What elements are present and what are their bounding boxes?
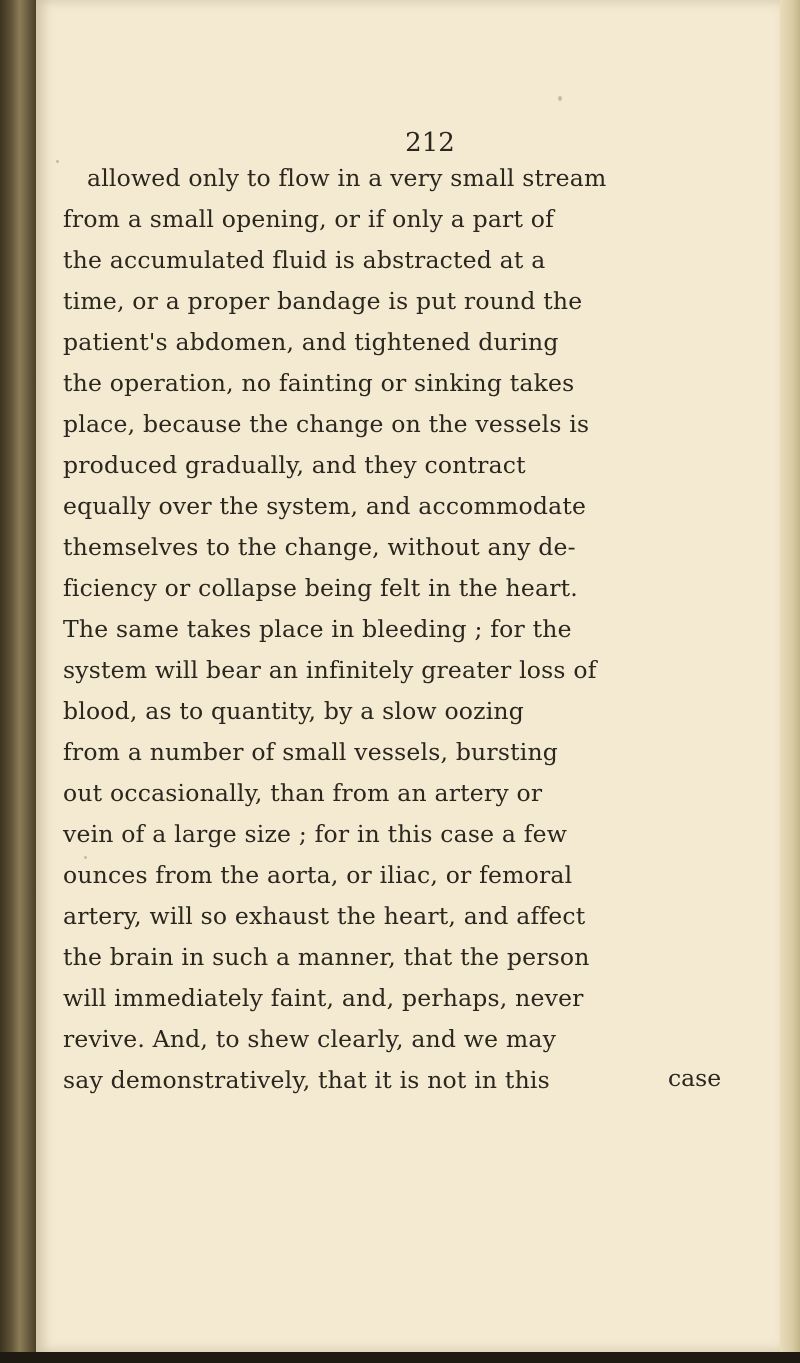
- page-number: 212: [405, 128, 455, 158]
- catchword: case: [668, 1064, 722, 1092]
- text-line: time, or a proper bandage is put round the: [63, 287, 583, 315]
- text-line: out occasionally, than from an artery or: [63, 779, 543, 807]
- text-line: produced gradually, and they contract: [63, 451, 526, 479]
- page-sheet: [36, 0, 780, 1352]
- page-edge: [780, 0, 800, 1363]
- text-line: the accumulated fluid is abstracted at a: [63, 246, 546, 274]
- text-line: the operation, no fainting or sinking takes: [63, 369, 575, 397]
- paper-speck: [56, 160, 59, 163]
- text-line: system will bear an infinitely greater loss of: [63, 656, 597, 684]
- text-line: ounces from the aorta, or iliac, or femoral: [63, 861, 573, 889]
- text-line: place, because the change on the vessels is: [63, 410, 590, 438]
- text-line: from a small opening, or if only a part of: [63, 205, 555, 233]
- text-line: artery, will so exhaust the heart, and affect: [63, 902, 586, 930]
- text-line: will immediately faint, and, perhaps, never: [63, 984, 584, 1012]
- text-line: the brain in such a manner, that the person: [63, 943, 590, 971]
- text-line: equally over the system, and accommodate: [63, 492, 587, 520]
- text-line: from a number of small vessels, bursting: [63, 738, 559, 766]
- text-line: ficiency or collapse being felt in the heart.: [63, 574, 578, 602]
- text-line: The same takes place in bleeding ; for the: [63, 615, 572, 643]
- text-line: vein of a large size ; for in this case a few: [63, 820, 568, 848]
- book-binding: [0, 0, 36, 1363]
- paper-speck: [84, 856, 87, 859]
- bottom-edge: [0, 1352, 800, 1363]
- text-line: themselves to the change, without any de-: [63, 533, 576, 561]
- paper-speck: [558, 96, 562, 101]
- text-line: allowed only to flow in a very small stream: [87, 164, 607, 192]
- text-line: revive. And, to shew clearly, and we may: [63, 1025, 557, 1053]
- text-line: say demonstratively, that it is not in this: [63, 1066, 550, 1094]
- text-line: patient's abdomen, and tightened during: [63, 328, 559, 356]
- text-line: blood, as to quantity, by a slow oozing: [63, 697, 525, 725]
